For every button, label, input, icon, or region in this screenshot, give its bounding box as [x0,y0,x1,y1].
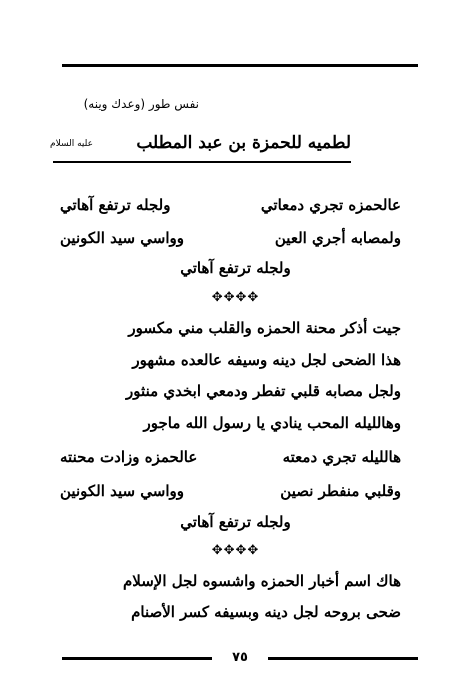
title-underline [53,161,351,163]
page-number: ٧٥ [232,650,248,665]
honorific-glyph: عليه السلام [50,139,93,149]
verse-hemistich: عالحمزه تجري دمعاتي [260,196,401,214]
verse-line: هذا الضحى لجل دينه وسيفه عالعده مشهور [132,351,401,369]
verse-hemistich: ولمصابه أجري العين [274,229,401,247]
top-rule [62,64,418,67]
verse-line: ولجل مصابه قلبي تفطر ودمعي ابخدي منثور [126,382,401,400]
verse-line [60,229,401,247]
title-block [50,133,409,163]
verse-hemistich: وواسي سيد الكونين [60,482,185,500]
verse-line: هاك اسم أخبار الحمزه واشسوه لجل الإسلام [122,572,401,590]
footer-rule-right [268,657,418,660]
refrain-line: ولجله ترتفع آهاتي [180,513,291,531]
verse-line [60,448,401,466]
refrain-line: ولجله ترتفع آهاتي [180,259,291,277]
page-footer [62,650,418,666]
stanza-separator: ✥✥✥✥ [211,543,260,558]
stanza-separator: ✥✥✥✥ [211,290,260,305]
verse-hemistich: وواسي سيد الكونين [60,229,185,247]
verse-hemistich: هالليله تجري دمعته [282,448,401,466]
verse-line: وهالليله المحب ينادي يا رسول الله ماجور [143,414,401,432]
verse-line [60,196,401,214]
verse-line: جيت أذكر محنة الحمزه والقلب مني مكسور [128,319,401,337]
verse-line [60,482,401,500]
verse-hemistich: عالحمزه وزادت محنته [60,448,198,466]
verse-hemistich: وقلبي منفطر نصين [280,482,401,500]
tune-note: نفس طور (وعدك وينه) [83,97,199,111]
verse-hemistich: ولجله ترتفع آهاتي [60,196,171,214]
page-title: لطميه للحمزة بن عبد المطلب [136,133,351,153]
verse-line: ضحى بروحه لجل دينه وبسيفه كسر الأصنام [131,603,401,621]
